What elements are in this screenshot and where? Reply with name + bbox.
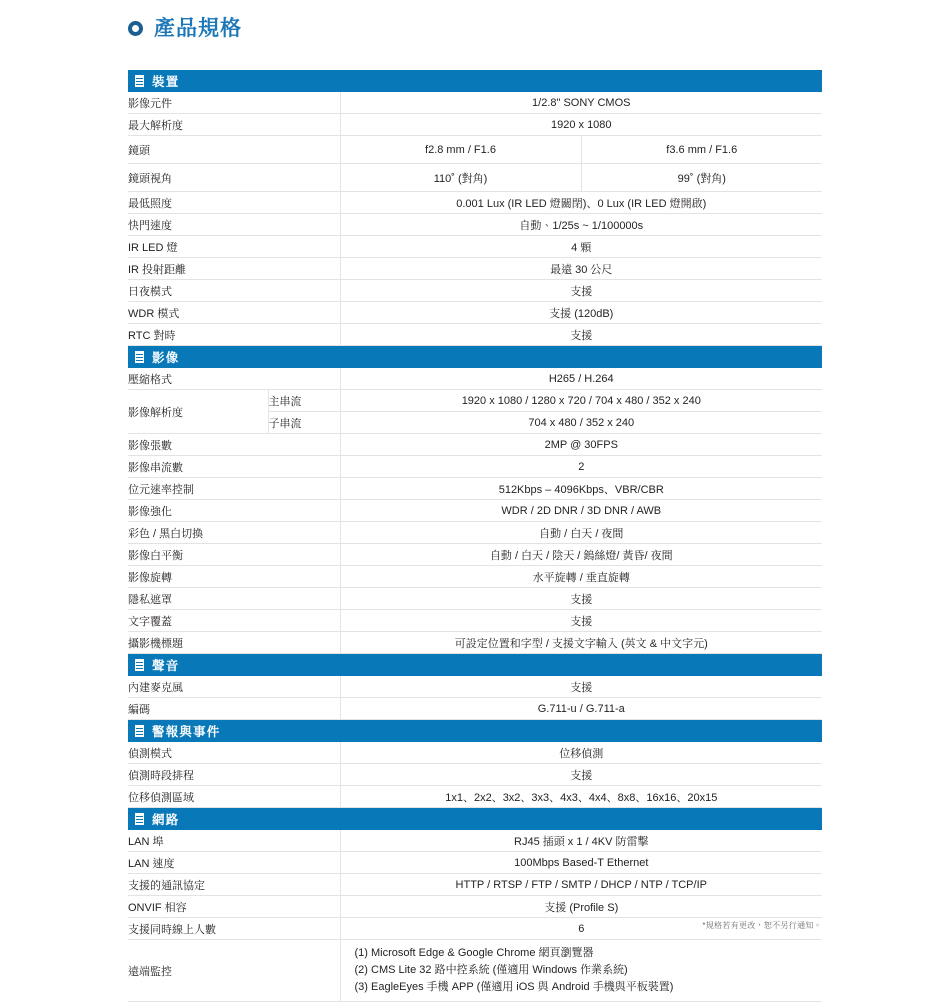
row-value: RJ45 插頭 x 1 / 4KV 防雷擊: [340, 830, 822, 852]
table-row: [128, 632, 822, 654]
section-title: 裝置: [152, 75, 180, 89]
table-row: [128, 522, 822, 544]
section-header-inner: [135, 348, 822, 366]
row-value: 0.001 Lux (IR LED 燈關閉)、0 Lux (IR LED 燈開啟): [340, 192, 822, 214]
row-value: 100Mbps Based-T Ethernet: [340, 852, 822, 874]
table-row: [128, 478, 822, 500]
list-icon: [135, 659, 144, 671]
table-row: [128, 676, 822, 698]
table-row: [128, 764, 822, 786]
ring-bullet-icon: [128, 21, 143, 36]
row-label: 最低照度: [128, 192, 340, 214]
table-row: [128, 588, 822, 610]
row-value: [340, 940, 822, 1002]
row-value: 可設定位置和字型 / 支援文字輸入 (英文 & 中文字元): [340, 632, 822, 654]
table-row: [128, 280, 822, 302]
table-row: [128, 940, 822, 1002]
row-label: 影像張數: [128, 434, 340, 456]
list-icon: [135, 813, 144, 825]
row-value: 位移偵測: [340, 742, 822, 764]
section-header-audio: [128, 654, 822, 677]
row-label: 位元速率控制: [128, 478, 340, 500]
table-row: [128, 786, 822, 808]
row-label: 最大解析度: [128, 114, 340, 136]
row-label: IR LED 燈: [128, 236, 340, 258]
row-label: IR 投射距離: [128, 258, 340, 280]
row-label: ONVIF 相容: [128, 896, 340, 918]
row-value: 704 x 480 / 352 x 240: [340, 412, 822, 434]
row-label: 支援同時線上人數: [128, 918, 340, 940]
row-value: 水平旋轉 / 垂直旋轉: [340, 566, 822, 588]
section-title: 警報與事件: [152, 725, 221, 739]
row-value: 支援: [340, 676, 822, 698]
table-row: [128, 258, 822, 280]
row-value: 自動、1/25s ~ 1/100000s: [340, 214, 822, 236]
row-label: WDR 模式: [128, 302, 340, 324]
row-value-line: (2) CMS Lite 32 路中控系統 (僅適用 Windows 作業系統): [354, 964, 628, 977]
section-header-inner: [135, 722, 822, 740]
section-header-cell: [128, 346, 822, 369]
table-row: [128, 610, 822, 632]
section-header-inner: [135, 656, 822, 674]
list-icon: [135, 75, 144, 87]
row-value: 自動 / 白天 / 夜間: [340, 522, 822, 544]
row-label: 編碼: [128, 698, 340, 720]
table-row: [128, 566, 822, 588]
row-value: 2: [340, 456, 822, 478]
section-header-inner: [135, 72, 822, 90]
table-row: [128, 136, 822, 164]
row-label: 鏡頭: [128, 136, 340, 164]
row-sublabel: 主串流: [268, 390, 340, 412]
table-row: [128, 164, 822, 192]
row-value: H265 / H.264: [340, 368, 822, 390]
table-row: [128, 214, 822, 236]
list-icon: [135, 725, 144, 737]
row-value: 1920 x 1080 / 1280 x 720 / 704 x 480 / 352 x 240: [340, 390, 822, 412]
table-row: [128, 456, 822, 478]
table-row: [128, 368, 822, 390]
row-value: 支援: [340, 324, 822, 346]
section-header-video: [128, 346, 822, 369]
table-row: [128, 500, 822, 522]
row-label: 影像解析度: [128, 390, 268, 434]
row-value: HTTP / RTSP / FTP / SMTP / DHCP / NTP / TCP/IP: [340, 874, 822, 896]
section-title: 影像: [152, 351, 180, 365]
row-label: 快門速度: [128, 214, 340, 236]
row-label: 影像串流數: [128, 456, 340, 478]
row-value: 1x1、2x2、3x2、3x3、4x3、4x4、8x8、16x16、20x15: [340, 786, 822, 808]
row-label: 偵測模式: [128, 742, 340, 764]
table-row: [128, 874, 822, 896]
row-value-right: 99˚ (對角): [581, 164, 822, 192]
row-value: 1920 x 1080: [340, 114, 822, 136]
specification-table-body: [128, 70, 822, 1002]
row-value: 2MP @ 30FPS: [340, 434, 822, 456]
row-label: 支援的通訊協定: [128, 874, 340, 896]
row-value-right: f3.6 mm / F1.6: [581, 136, 822, 164]
row-label: LAN 埠: [128, 830, 340, 852]
row-value: 1/2.8" SONY CMOS: [340, 92, 822, 114]
section-header-alarm: [128, 720, 822, 743]
row-label: 鏡頭視角: [128, 164, 340, 192]
table-row: [128, 742, 822, 764]
row-value-left: 110˚ (對角): [340, 164, 581, 192]
row-value: 支援: [340, 764, 822, 786]
row-value: 512Kbps – 4096Kbps、VBR/CBR: [340, 478, 822, 500]
row-value-line: (3) EagleEyes 手機 APP (僅適用 iOS 與 Android 手機與平板裝置): [354, 981, 674, 994]
table-row: [128, 236, 822, 258]
section-header-device: [128, 70, 822, 92]
row-value: 支援: [340, 280, 822, 302]
table-row: [128, 830, 822, 852]
row-value: 6: [340, 918, 822, 940]
table-row: [128, 390, 822, 412]
row-label: 影像強化: [128, 500, 340, 522]
row-value: WDR / 2D DNR / 3D DNR / AWB: [340, 500, 822, 522]
footnote: *規格若有更改，恕不另行通知。: [702, 921, 822, 930]
row-value: 支援 (Profile S): [340, 896, 822, 918]
row-label: 內建麥克風: [128, 676, 340, 698]
specification-table: [128, 70, 822, 1002]
section-header-cell: [128, 654, 822, 677]
table-row: [128, 92, 822, 114]
table-row: [128, 698, 822, 720]
row-value: 支援 (120dB): [340, 302, 822, 324]
section-title: 聲音: [152, 659, 180, 673]
table-row: [128, 852, 822, 874]
page-title-row: [128, 18, 242, 39]
section-header-cell: [128, 720, 822, 743]
section-header-network: [128, 808, 822, 831]
table-row: [128, 324, 822, 346]
row-value: 支援: [340, 588, 822, 610]
row-value: G.711-u / G.711-a: [340, 698, 822, 720]
row-label: 彩色 / 黑白切換: [128, 522, 340, 544]
row-value-left: f2.8 mm / F1.6: [340, 136, 581, 164]
row-label: 日夜模式: [128, 280, 340, 302]
section-title: 網路: [152, 813, 180, 827]
table-row: [128, 896, 822, 918]
row-label: 影像元件: [128, 92, 340, 114]
row-label: 影像旋轉: [128, 566, 340, 588]
row-label: RTC 對時: [128, 324, 340, 346]
row-label: 隱私遮罩: [128, 588, 340, 610]
table-row: [128, 434, 822, 456]
row-label: 遠端監控: [128, 940, 340, 1002]
page-title: 產品規格: [154, 17, 242, 40]
table-row: [128, 114, 822, 136]
row-value: 自動 / 白天 / 陰天 / 鎢絲燈/ 黃昏/ 夜間: [340, 544, 822, 566]
row-label: LAN 速度: [128, 852, 340, 874]
row-value: 4 顆: [340, 236, 822, 258]
row-label: 壓縮格式: [128, 368, 340, 390]
row-label: 攝影機標題: [128, 632, 340, 654]
table-row: [128, 302, 822, 324]
section-header-inner: [135, 810, 822, 828]
row-label: 文字覆蓋: [128, 610, 340, 632]
row-value-line: (1) Microsoft Edge & Google Chrome 網頁瀏覽器: [354, 947, 594, 959]
row-sublabel: 子串流: [268, 412, 340, 434]
row-label: 偵測時段排程: [128, 764, 340, 786]
row-label: 位移偵測區域: [128, 786, 340, 808]
list-icon: [135, 351, 144, 363]
row-label: 影像白平衡: [128, 544, 340, 566]
row-value: 最遠 30 公尺: [340, 258, 822, 280]
row-value: 支援: [340, 610, 822, 632]
table-row: [128, 192, 822, 214]
table-row: [128, 544, 822, 566]
section-header-cell: [128, 70, 822, 92]
section-header-cell: [128, 808, 822, 831]
